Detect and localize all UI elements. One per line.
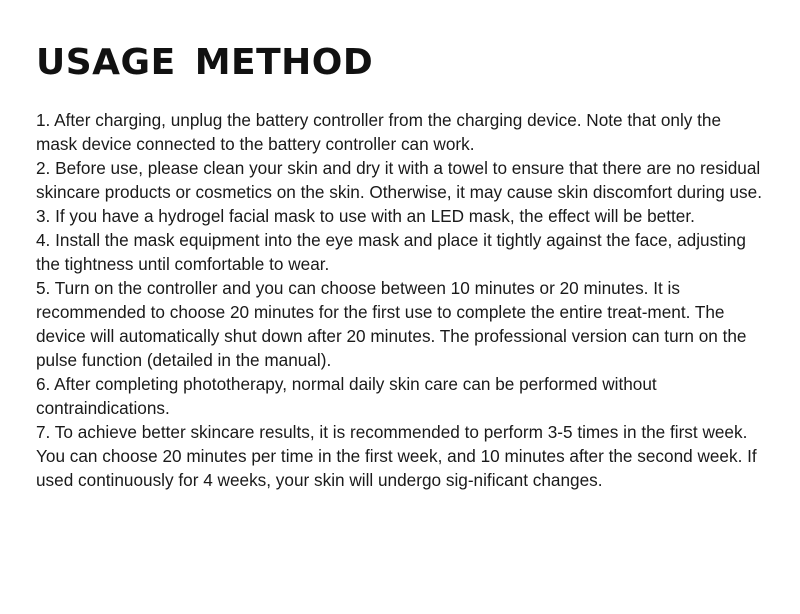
usage-method-document — [36, 40, 764, 492]
usage-step-4: 4. Install the mask equipment into the eye mask and place it tightly against the face, adjusting the tightness until comfortable to wear. — [36, 230, 746, 274]
usage-step-3: 3. If you have a hydrogel facial mask to use with an LED mask, the effect will be better. — [36, 206, 695, 226]
usage-step-6: 6. After completing phototherapy, normal daily skin care can be performed without contraindications. — [36, 374, 657, 418]
usage-step-5: 5. Turn on the controller and you can choose between 10 minutes or 20 minutes. It is recommended to choose 20 minutes for the first use to complete the entire treat-ment. The device will automatically shut down after 20 minutes. The professional version can turn on the pulse function (detailed in the manual). — [36, 278, 747, 370]
usage-step-1: 1. After charging, unplug the battery controller from the charging device. Note that only the mask device connected to the battery controller can work. — [36, 110, 722, 154]
usage-steps-list — [36, 108, 764, 492]
page-title: USAGE METHOD — [36, 42, 374, 83]
usage-step-7: 7. To achieve better skincare results, it is recommended to perform 3-5 times in the first week. You can choose 20 minutes per time in the first week, and 10 minutes after the second week. If used continuously for 4 weeks, your skin will undergo sig-nificant changes. — [36, 422, 757, 490]
usage-step-2: 2. Before use, please clean your skin and dry it with a towel to ensure that there are no residual skincare products or cosmetics on the skin. Otherwise, it may cause skin discomfort during use. — [36, 158, 762, 202]
